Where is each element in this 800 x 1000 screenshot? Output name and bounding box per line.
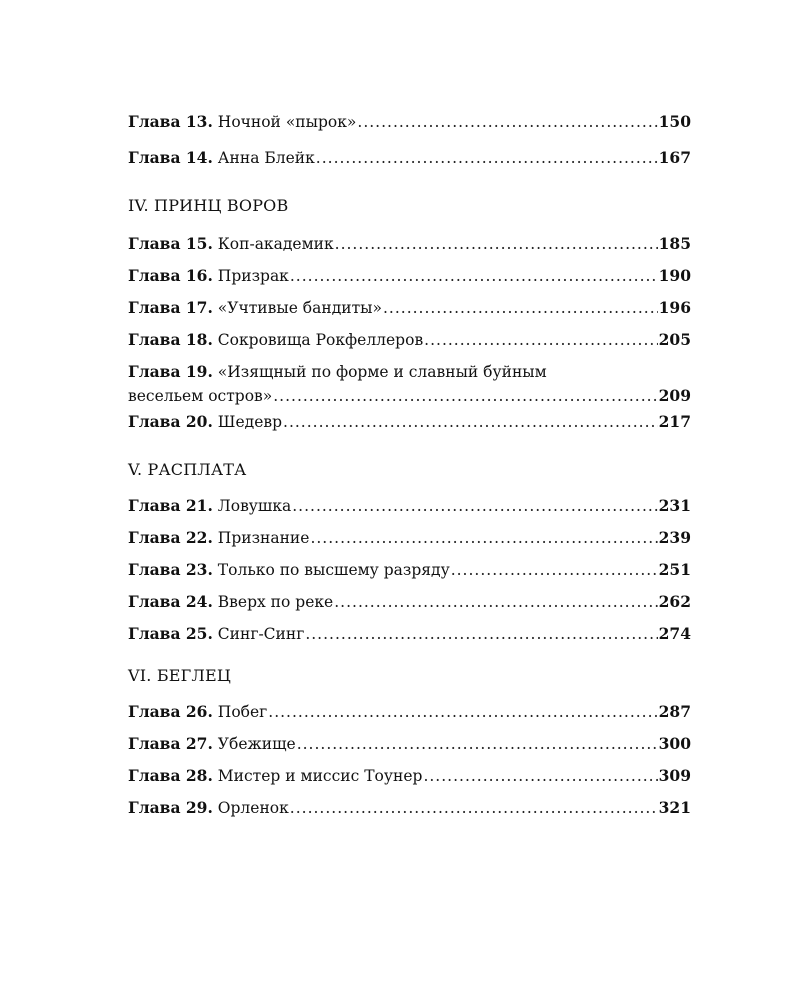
toc-entry [128,702,691,722]
page-number: 239 [658,528,691,547]
toc-entry [128,148,691,168]
toc-entry [128,592,691,612]
dot-leader [316,148,658,168]
dot-leader [334,592,657,612]
toc-entry-two-line [128,362,691,406]
dot-leader [310,528,657,548]
page-number: 274 [658,624,691,643]
page-number: 209 [658,386,691,405]
chapter-number: Глава 25. [128,624,213,643]
toc-entry [128,496,691,516]
chapter-number: Глава 27. [128,734,213,753]
page-number: 167 [658,148,691,167]
toc-entry [128,330,691,350]
chapter-title: Синг-Синг [217,625,305,643]
chapter-title: Шедевр [217,413,283,431]
chapter-title: Орленок [217,799,289,817]
page-number: 300 [658,734,691,753]
dot-leader [357,112,657,132]
chapter-title: Анна Блейк [217,149,315,167]
chapter-number: Глава 23. [128,560,213,579]
toc-entry [128,734,691,754]
chapter-number: Глава 19. [128,362,213,381]
chapter-number: Глава 18. [128,330,213,349]
page-number: 287 [658,702,691,721]
dot-leader [423,766,657,786]
page-number: 251 [658,560,691,579]
toc-entry [128,298,691,318]
page-number: 309 [658,766,691,785]
chapter-number: Глава 16. [128,266,213,285]
chapter-number: Глава 28. [128,766,213,785]
toc-entry [128,234,691,254]
chapter-title: Ночной «пырок» [217,113,357,131]
chapter-title: Признание [217,529,310,547]
part-heading: V. РАСПЛАТА [128,460,247,479]
part-heading: VI. БЕГЛЕЦ [128,666,232,685]
page-number: 205 [658,330,691,349]
chapter-number: Глава 24. [128,592,213,611]
toc-entry [128,766,691,786]
toc-entry [128,266,691,286]
page-number: 262 [658,592,691,611]
dot-leader [335,234,658,254]
toc-entry [128,624,691,644]
toc-entry [128,798,691,818]
toc-entry [128,112,691,132]
chapter-title: «Учтивые бандиты» [217,299,382,317]
chapter-title: весельем остров» [128,387,273,405]
chapter-number: Глава 14. [128,148,213,167]
dot-leader [383,298,658,318]
dot-leader [283,412,658,432]
chapter-title: Убежище [217,735,296,753]
dot-leader [268,702,657,722]
chapter-title-line1: «Изящный по форме и славный буйным [217,363,547,381]
chapter-title: Коп-академик [217,235,334,253]
toc-entry [128,560,691,580]
chapter-title: Только по высшему разряду [217,561,450,579]
page-number: 321 [658,798,691,817]
toc-entry [128,528,691,548]
page-number: 150 [658,112,691,131]
dot-leader [290,798,658,818]
chapter-number: Глава 29. [128,798,213,817]
dot-leader [305,624,657,644]
toc-entry [128,412,691,432]
dot-leader [424,330,657,350]
chapter-title: Ловушка [217,497,292,515]
chapter-title: Побег [217,703,268,721]
chapter-number: Глава 17. [128,298,213,317]
dot-leader [451,560,658,580]
chapter-number: Глава 20. [128,412,213,431]
page-number: 196 [658,298,691,317]
dot-leader [292,496,657,516]
page-number: 217 [658,412,691,431]
chapter-number: Глава 26. [128,702,213,721]
chapter-number: Глава 15. [128,234,213,253]
dot-leader [273,386,657,406]
dot-leader [297,734,658,754]
chapter-number: Глава 13. [128,112,213,131]
part-heading: IV. ПРИНЦ ВОРОВ [128,196,289,215]
chapter-title: Сокровища Рокфеллеров [217,331,424,349]
page-number: 185 [658,234,691,253]
dot-leader [290,266,658,286]
page-number: 190 [658,266,691,285]
chapter-number: Глава 21. [128,496,213,515]
page-number: 231 [658,496,691,515]
chapter-title: Мистер и миссис Тоунер [217,767,423,785]
chapter-number: Глава 22. [128,528,213,547]
chapter-title: Вверх по реке [217,593,334,611]
chapter-title: Призрак [217,267,289,285]
